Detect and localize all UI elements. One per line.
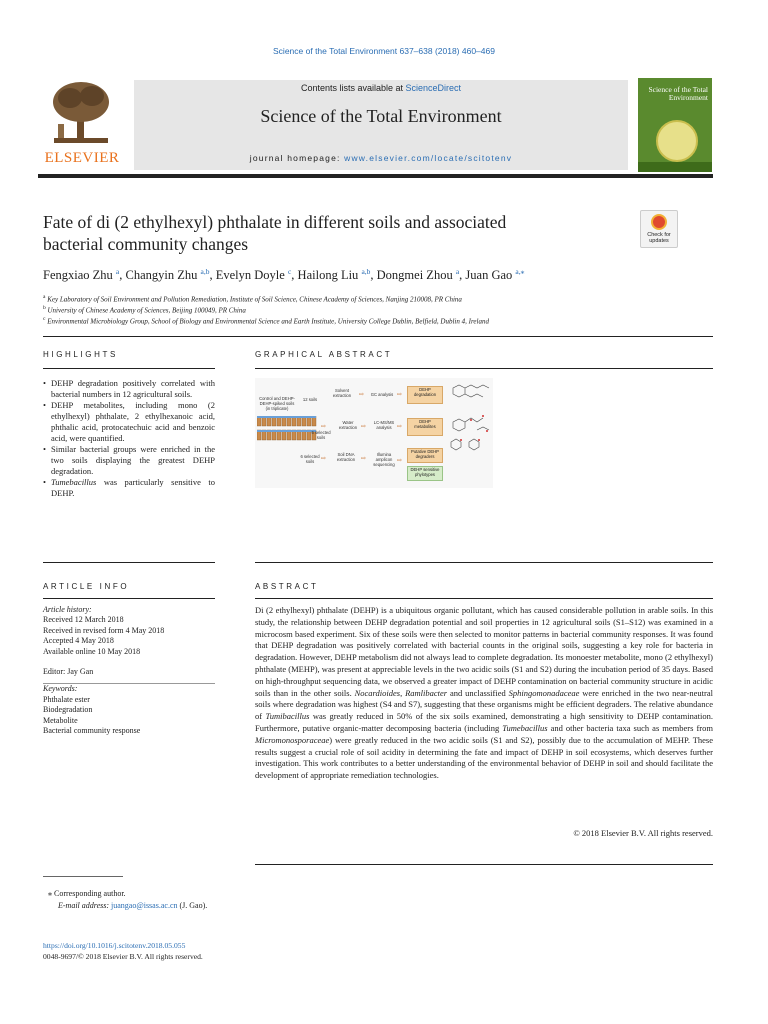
editor: Editor: Jay Gan	[43, 667, 94, 677]
homepage-link[interactable]: www.elsevier.com/locate/scitotenv	[344, 153, 513, 163]
history-label: Article history:	[43, 605, 92, 614]
history-item: Received 12 March 2018	[43, 615, 124, 625]
journal-citation[interactable]: Science of the Total Environment 637–638 (2018) 460–469	[273, 46, 495, 56]
arrow-icon: ⇨	[397, 458, 403, 464]
author[interactable]: Juan Gao $^{a,⁎}$	[465, 267, 525, 283]
sciencedirect-link[interactable]: ScienceDirect	[405, 83, 462, 93]
journal-header	[134, 80, 628, 170]
ga-lcms: LC-MS/MS analysis	[373, 420, 395, 430]
keyword: Metabolite	[43, 715, 78, 725]
ga-gc: GC analysis	[370, 392, 394, 397]
elsevier-tree-icon	[50, 80, 112, 146]
journal-homepage: journal homepage: www.elsevier.com/locate/scitotenv	[249, 153, 513, 163]
ga-box-metabolites: DEHP metabolites	[407, 418, 443, 436]
graphical-abstract-figure[interactable]	[255, 378, 493, 488]
ga-6-selected: 6 selected soils	[311, 430, 331, 440]
keyword: Bacterial community response	[43, 726, 141, 736]
affiliation: $^b$ University of Chinese Academy of Sciences, Beijing 100049, PR China	[43, 305, 246, 315]
arrow-icon: ⇨	[359, 392, 365, 398]
abstract-heading: ABSTRACT	[255, 582, 319, 591]
check-for-updates-label: Check for updates	[647, 232, 671, 244]
affiliation: $^c$ Environmental Microbiology Group, School of Biology and Environmental Science and Earth Institute, University College Dublin, Belfield, Dublin 4, Ireland	[43, 316, 489, 326]
article-info-rule	[43, 598, 215, 599]
article-info-heading: ARTICLE INFO	[43, 582, 130, 591]
email-link[interactable]: juangao@issas.ac.cn	[111, 900, 178, 910]
ga-soil-label: Control and DEHP-DEHP-spiked soils (in triplicate)	[259, 396, 295, 411]
arrow-icon: ⇨	[321, 456, 327, 462]
cover-band	[638, 162, 712, 172]
ga-12-soils: 12 soils	[302, 397, 318, 402]
keyword: Biodegradation	[43, 705, 93, 715]
chemical-structures-icon	[447, 382, 491, 466]
ga-6-selected-2: 6 selected soils	[300, 454, 320, 464]
author[interactable]: Dongmei Zhou $^a$	[376, 267, 460, 283]
elsevier-logo[interactable]	[38, 80, 126, 170]
contents-line: Contents lists available at ScienceDirect	[300, 83, 462, 93]
ga-dna: Soil DNA extraction	[336, 452, 356, 462]
footnote-rule	[43, 876, 123, 877]
highlight-item: • DEHP metabolites, including mono (2 ethylhexyl) phthalate, 2 ethylhexanoic acid, phthalic acid, protocatechuic acid and benzoic acid, were quantified.	[43, 400, 215, 444]
ga-bottom-rule	[255, 562, 713, 563]
abstract-text: Di (2 ethylhexyl) phthalate (DEHP) is a ubiquitous organic pollutant, which has caused considerable pollution in arable soils. In this study, the relationship between DEHP degradation potential and soil properties in 12 agricultural soils (S1–S12) was examined in a microcosm based experiment. Six of these soils were then selected to monitor patterns in bacterial community responses. It was found that DEHP degradation was positively correlated with bacterial counts in the original soils, suggesting a key role for bacteria in degradation. However, DEHP metabolism did not always lead to complete degradation. Its monoester metabolite, mono (2 ethylhexyl) phthalate (MEHP), was present at appreciable levels in the two acidic soils (S1 and S2) during the incubation period of 35 days. Based on high-throughput sequencing data, we observed a greater impact of DEHP contamination on bacterial community structure in acidic soils than in the other soils. Nocardioides, Ramlibacter and unclassified Sphingomonadaceae were enriched in the two near-neutral soils where degradation was highest (S4 and S7), suggesting that these organisms might be efficient degraders. The relative abundance of Tumibacillus was greatly reduced in 50% of the six soils examined, demonstrating a high sensitivity to DEHP contamination. Furthermore, putative organic-matter decomposing bacteria (including Tumebacillus and other bacteria taxa such as members from Micromonosporaceae) were greatly reduced in the two acidic soils (S1 and S2), possibly due to the accumulation of MEHP. These results suggest a crucial role of soil acidity in determining the fate and impact of DEHP in soil ecosystems, which deserves further investigation. This work contributes to a better understanding of the environmental behavior of DEHP in soil and should facilitate the development of appropriate remediation technologies.	[255, 605, 714, 781]
arrow-icon: ⇨	[397, 392, 403, 398]
ga-box-degradation: DEHP degradation	[407, 386, 443, 404]
ga-water: Water extraction	[338, 420, 358, 430]
corresponding-footnote: ⁎ Corresponding author. E-mail address: juangao@issas.ac.cn (J. Gao).	[48, 888, 448, 911]
graphical-abstract-heading: GRAPHICAL ABSTRACT	[255, 350, 393, 359]
author[interactable]: Fengxiao Zhu $^a$	[43, 267, 120, 283]
copyright: © 2018 Elsevier B.V. All rights reserved.	[573, 828, 713, 838]
author[interactable]: Evelyn Doyle $^c$	[215, 267, 292, 283]
corresponding-author: ⁎ Corresponding author.	[48, 889, 126, 898]
affiliation: $^a$ Key Laboratory of Soil Environment and Pollution Remediation, Institute of Soil Science, Chinese Academy of Sciences, Nanjing 210008, PR China	[43, 294, 462, 304]
article-info	[43, 605, 223, 736]
keyword: Phthalate ester	[43, 694, 90, 704]
ga-solvent: Solvent extraction	[332, 388, 352, 398]
doi-link[interactable]: https://doi.org/10.1016/j.scitotenv.2018.05.055	[43, 941, 186, 950]
abstract-bottom-rule	[255, 864, 713, 865]
issn-line: 0048-9697/© 2018 Elsevier B.V. All rights reserved.	[43, 952, 203, 961]
graphical-abstract-rule	[255, 368, 713, 369]
author[interactable]: Changyin Zhu $^{a,b}$	[125, 267, 210, 283]
ga-illumina: Illumina amplicon sequencing	[373, 452, 395, 467]
highlight-item: • Tumebacillus was particularly sensitive to DEHP.	[43, 477, 215, 499]
elsevier-wordmark: ELSEVIER	[44, 150, 120, 166]
arrow-icon: ⇨	[361, 424, 367, 430]
ga-box-degraders: Putative DEHP degraders	[407, 448, 443, 463]
highlight-item: • DEHP degradation positively correlated with bacterial numbers in 12 agricultural soils.	[43, 378, 215, 400]
history-item: Accepted 4 May 2018	[43, 636, 114, 646]
highlight-item: • Similar bacterial groups were enriched in the two soils displaying the greatest DEHP degradation.	[43, 444, 215, 477]
arrow-icon: ⇨	[397, 424, 403, 430]
header-divider	[38, 174, 713, 178]
highlights-bottom-rule	[43, 562, 215, 563]
arrow-icon: ⇨	[321, 424, 327, 430]
abstract-rule	[255, 598, 713, 599]
doi-block	[43, 940, 443, 962]
paper-title: Fate of di (2 ethylhexyl) phthalate in different soils and associated bacterial community changes	[43, 212, 507, 254]
cover-title: Science of the Total Environment	[648, 85, 708, 103]
soil-tubes-icon	[257, 416, 317, 444]
ga-box-sensitive: DEHP sensitive phylotypes	[407, 466, 443, 481]
check-for-updates-button[interactable]	[640, 210, 678, 248]
history-item: Available online 10 May 2018	[43, 646, 141, 656]
affiliation-divider	[43, 336, 713, 337]
journal-title: Science of the Total Environment	[260, 106, 502, 126]
journal-cover-thumbnail[interactable]	[638, 78, 712, 172]
history-item: Received in revised form 4 May 2018	[43, 625, 165, 635]
highlights-heading: HIGHLIGHTS	[43, 350, 118, 359]
author[interactable]: Hailong Liu $^{a,b}$	[297, 267, 371, 283]
bookmark-icon	[651, 214, 667, 230]
highlights-list	[43, 378, 215, 499]
arrow-icon: ⇨	[361, 456, 367, 462]
author-list: Fengxiao Zhu $^a$, Changyin Zhu $^{a,b}$, Evelyn Doyle $^c$, Hailong Liu $^{a,b}$, Dongmei Zhou $^a$, Juan Gao $^{a,⁎}$	[43, 267, 525, 283]
highlights-rule	[43, 368, 215, 369]
keywords-label: Keywords:	[43, 684, 78, 694]
cover-graphic	[656, 120, 698, 162]
